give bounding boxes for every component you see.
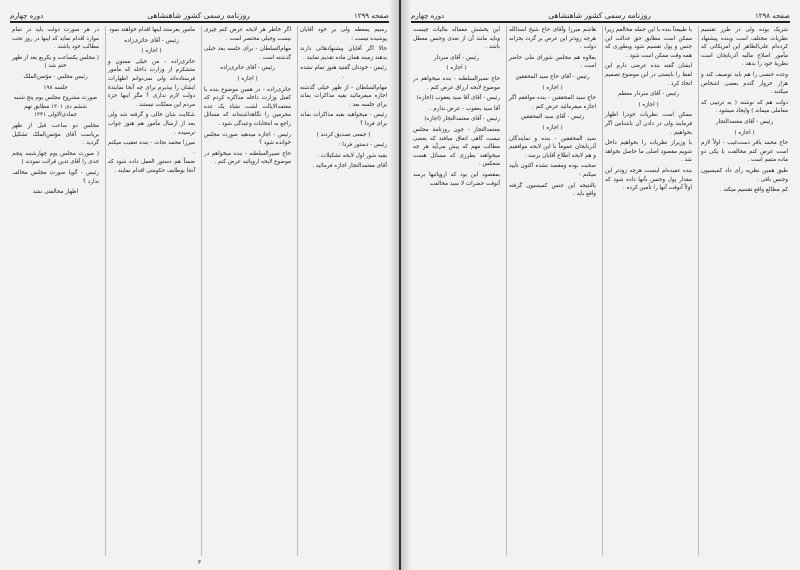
text-column-1: [297, 26, 389, 556]
paragraph: آقای معتمدالتجار اجازه فرمائید .: [312, 163, 387, 170]
paragraph: سید المحققین - بنده و نمایندگان آذربایجان عموماً با این لایحه موافقیم و هم لایحه اطلاع آقایان برسد .: [509, 135, 596, 159]
text-column-4: [411, 26, 502, 556]
text-column-1: [698, 26, 790, 556]
paragraph: بمقصود این بود که اروپائیها برسد آنوقت حضرات لا سید مخالفت: [413, 171, 500, 187]
paragraph: حاج محمد باقر دست‌غیب - اولاً لازم است عرض کنم مخالفت با یکی دو ماده متمم است .: [701, 140, 788, 164]
paragraph: با طبیعتاً بنده با این جمله مخالفم زیرا ممکن است مطابق حق عدالت این جنس و پول تقسیم شود وبطوری که همه وقت ممکن است شود .: [605, 27, 692, 59]
permission-note: ( اجازه ): [141, 48, 162, 55]
session-heading: جلسه ۱۹۸: [43, 84, 68, 91]
paragraph: ضمناً هم دستور العمل داده شود که آنجا بوطایف حکومتی اقدام نمایند .: [108, 159, 195, 174]
speaker-line: رئیس - آقای سردار معظم: [617, 91, 680, 98]
gutter-shadow: [389, 0, 399, 570]
paragraph: حائری‌زاده - در همین موضوع بنده با کفیل وزارت داخله مذاکره کردم که معتمدالایالت لشت نشاء یک عده مجرمین را نگاهداشته‌اند که مسائل راجع به انتخابات وعیدگی شود .: [204, 86, 291, 127]
note-line: اظهار مخالفتی نشد: [32, 189, 79, 196]
paragraph: ایشان گفته بنده عرضی دارم این لفظ را بایستی در این موضوع تصمیم اتخاذ کرد .: [605, 63, 692, 87]
permission-note: ( اجازه ): [734, 129, 755, 136]
permission-note: ( اجازه ): [446, 65, 467, 72]
paragraph: بنده عقیده‌ام اینست هرچه زودتر این مقدار پول وجنس بآنها داده شود که اولاً آنوقت آنها را تأمین کرده .: [605, 167, 692, 192]
text-column-3: [105, 26, 197, 556]
speaker-line: رئیس - آقای حاج سید المحققین: [515, 73, 590, 80]
header-rule: [411, 21, 790, 23]
speaker-line: رئیس - آقای سردار: [433, 54, 480, 61]
newspaper-title: روزنامه رسمی کشور شاهنشاهی: [147, 11, 250, 20]
paragraph: میرزا محمد نجات - بنده تعقیب میکنم .: [108, 140, 195, 155]
paragraph: رئیس - آقای معتمدالتجار (اجازه): [424, 116, 500, 123]
paragraph: رئیس - میخواهید بقیه مذاکرات بماند برای فردا ؟: [300, 112, 387, 127]
speaker-line: رئیس - آقای حائری‌زاده: [220, 65, 275, 72]
paragraph: رئیس - اجازه میدهید صورت مجلس خوانده شود ؟: [204, 131, 291, 147]
right-page: [400, 0, 800, 570]
paragraph: مأمور بفرستد اینها اقدام خواهند نمود: [109, 27, 195, 33]
permission-note: ( اجازه ): [542, 124, 563, 131]
text-column-4: [10, 26, 101, 556]
paragraph: حالا اگر آقایان پیشنهادهائی دارند بدهند زمینه همان ماده تقدیم نمایند .: [300, 46, 387, 61]
paragraph: شریک بوده ولی در طرز تقسیم نظریات مختلف است وبنده پیشنهاد کرده‌ام علی‌الظاهر این امریکائی که مأمور اصلاح مالیه آذربایجان است نظریۀ خود را بدهد .: [701, 27, 788, 68]
paragraph: طبق همین نظریه رأی داد کمیسیون وجنس باقی .: [701, 167, 788, 183]
page-header: [10, 6, 389, 20]
paragraph: حائری‌زاده - من خیلی ممنون و متشکرم از وزارت داخله که مأمور فرستاده‌اند ولی نمی‌توانم اظهارات ایشان را بپذیرم برای چه آنجا نمایندۀ دولت لازم نداری ؟ مگر اینها جزء مردم این مملکت نیستند .: [108, 58, 195, 108]
paragraph: معتمدالتجار - چون روزنامۀ مجلس نیست گاهی اتفاق میافتد که بعضی مطالب مهم که پیش می‌آید هر چه میخواهند بطرزی که مسائل هست منعکس .: [413, 126, 500, 168]
paragraph: آقا سید یعقوب - عرض ندارم .: [429, 105, 500, 112]
newspaper-title: روزنامه رسمی کشور شاهنشاهی: [548, 11, 651, 20]
paragraph: مهام‌السلطان - از ظهر خیلی گذشته اجازه میفرمائید بقیه مذاکرات بماند برای جلسه بعد .: [300, 84, 387, 108]
paragraph: در هر صورت دولت باید در تمام موارد اقدام نماید که اینها در روز تحت مطالب خود باشند .: [12, 27, 99, 51]
period-label: دوره چهارم: [411, 12, 445, 20]
paragraph: بعلاوه هم مجلس شورای ملی حاضر است .: [509, 54, 596, 70]
paragraph: وعده جنسی را هم باید توصیف کند و هزار خروار گندم بعضی اشخاص میکنند .: [701, 71, 788, 96]
page-label: صفحه ۱۲۹۹: [353, 12, 389, 20]
paragraph: صحبت بوده ومقصد نشده اکنون تأیید میکنم :: [509, 163, 596, 178]
paragraph: شکایت شان خالی و گرفته شد ولی بعد از ارسال مأمور هم هنوز جواب نرسیده .: [108, 112, 195, 136]
text-column-3: [506, 26, 598, 556]
signature-line: رئیس مجلس - مؤتمن‌الملک: [23, 73, 88, 80]
paragraph: ممکن است نظریات خودرا اظهار فرمایند ولی در دادن آن باشناس اگر بخواهیم .: [605, 112, 692, 136]
page-header: [411, 6, 790, 20]
page-number: ۳: [197, 559, 202, 566]
note-line: ( جمعی تصدیق کردند ): [316, 131, 371, 138]
paragraph: ( صورت مجلس یوم چهارشنبه پنجم جدی را آقای تدین قرائت نمودند ): [12, 150, 99, 166]
paragraph: رئیس - آقای آقا سید یعقوب (اجازه): [416, 95, 500, 102]
permission-note: ( اجازه ): [237, 75, 258, 82]
paragraph: بالنتیجه این جنس کمیسیون گرفته واقع باید .: [509, 182, 596, 198]
period-label: دوره چهارم: [10, 12, 44, 20]
paragraph: کم مطالع واقع تقسیم میکند .: [719, 187, 788, 194]
text-columns: [10, 26, 389, 556]
header-rule: [10, 21, 389, 23]
text-column-2: [602, 26, 694, 556]
speaker-line: رئیس - آقای معتمدالتجار: [715, 118, 774, 125]
paragraph: حاج نصیرالسلطنه - بنده میخواهم در موضوع لایحه اروپائیه عرض کنم .: [204, 150, 291, 166]
paragraph: رسیم یمعطه ولی بر خود آقایان پوشیده نیست :: [300, 27, 387, 42]
paragraph: مهام‌السلطان - برای جلسه بعد خیلی گذشته است .: [204, 46, 291, 61]
speaker-line: رئیس - خودتان گفتید هنوز تمام نشده .: [300, 65, 387, 80]
paragraph: این بخشش معماله مالیات چیست وباید مانند آن از تعدی وجنس معطل باشد .: [413, 27, 500, 51]
paragraph: رئیس - دستور فردا :: [338, 142, 387, 149]
paragraph: رئیس - گویا صورت مجلس مخالف ندارد ؟: [12, 169, 99, 185]
session-date: صورت مشروح مجلس یوم پنج شنبه ششم دی ۱۳۰۱ مطابق نهم جمادی‌الاولی ۱۳۴۱: [13, 95, 98, 119]
permission-note: ( اجازه ): [542, 84, 563, 91]
paragraph: حاج نصیرالسلطنه - بنده میخواهم در موضوع لایحه ارزاق عرض کنم .: [413, 75, 500, 91]
paragraph: با وزیراز نظریات را بخواهیم داخل شویم مقصود اصلی ما حاصل نخواهد شد .: [605, 140, 692, 164]
speaker-line: رئیس - آقای حائری‌زاده: [124, 37, 179, 44]
paragraph: مجلس دو ساعت قبل از ظهر بریاست آقای مؤتمن‌الملک تشکیل گردید .: [12, 122, 99, 147]
gutter-shadow: [401, 0, 411, 570]
paragraph: حاج سید المحققین - بنده موافقم اگر اجازه میفرمائید عرض کنم .: [509, 95, 596, 110]
page-label: صفحه ۱۲۹۸: [754, 12, 790, 20]
paragraph: اگر خاطر هر لایحه عرض کنم چیزی نیست وخیلی مختصر است .: [204, 27, 291, 42]
permission-note: ( اجازه ): [638, 101, 659, 108]
note-line: ( مجلس یکساعت و یکربع بعد از ظهر ختم شد ): [12, 54, 99, 70]
text-columns: [411, 26, 790, 556]
text-column-2: [201, 26, 293, 556]
page-fold-divider: [399, 0, 401, 570]
paragraph: هاشم میرزا وآقای حاج شیخ اسدالله هرچه زودتر این عرض بر گردد بخزانه دولت .: [509, 27, 596, 51]
speaker-line: رئیس - آقای سید المحققین: [520, 114, 585, 121]
paragraph: دولت هم که نوشته ( به ترتیبی که معاملی میماند ) وایجاد میشود .: [701, 99, 788, 115]
paragraph: بقیه شور اول لایحه تشکیلات .: [317, 152, 387, 159]
